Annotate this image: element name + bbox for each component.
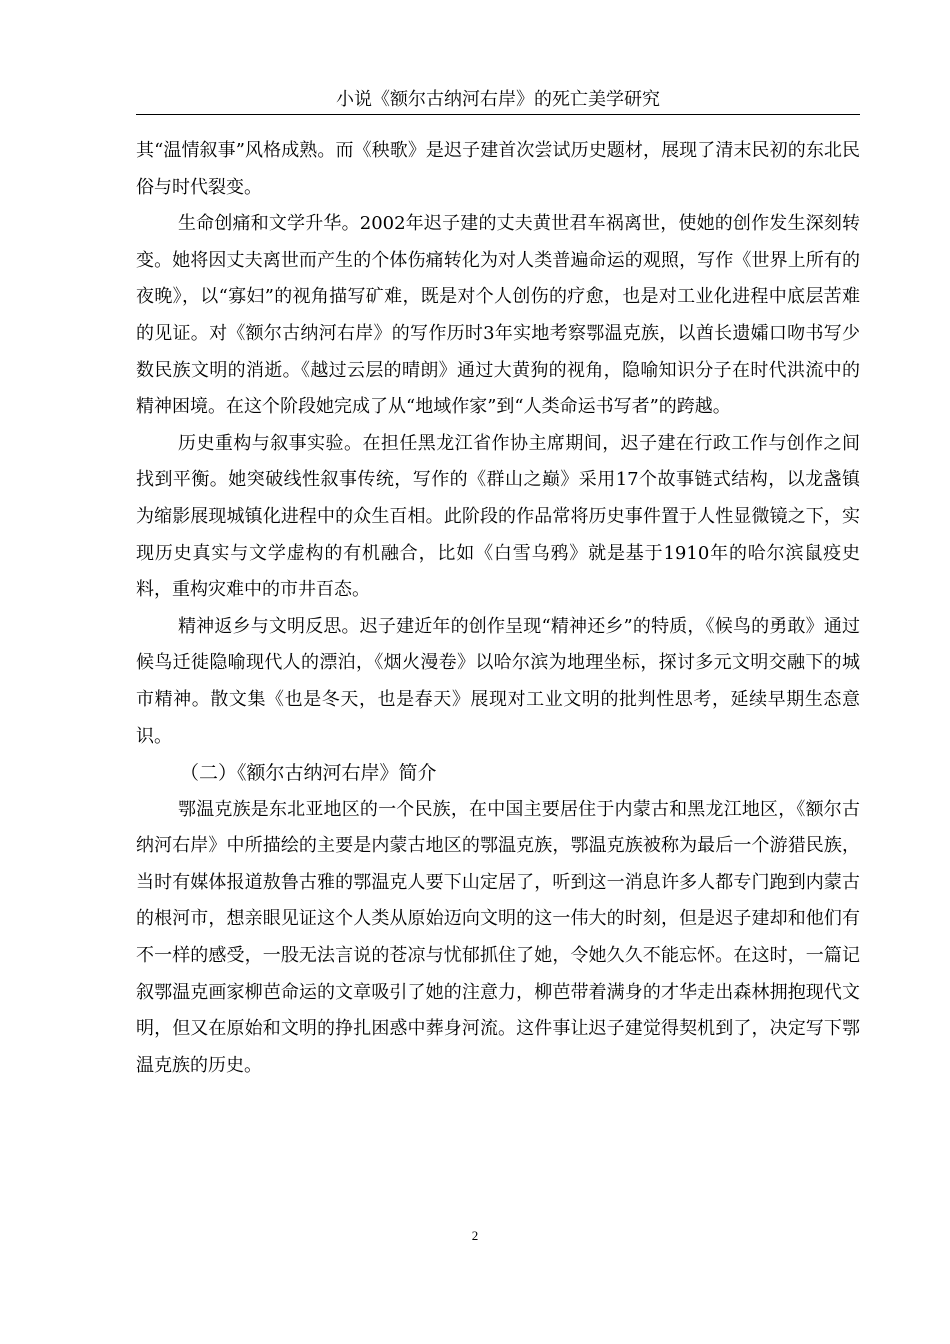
section-heading: （二）《额尔古纳河右岸》简介: [180, 762, 437, 785]
page-header: [136, 88, 860, 115]
paragraph-spiritual-return: 精神返乡与文明反思。迟子建近年的创作呈现“精神还乡”的特质，《候鸟的勇敢》通过候鸟迁徙隐喻现代人的漂泊，《烟火漫卷》以哈尔滨为地理坐标，探讨多元文明交融下的城市精神。散文集《也是冬天，也是春天》展现对工业文明的批判性思考，延续早期生态意识。: [136, 615, 860, 747]
document-body: [136, 133, 860, 1084]
paragraph-novel-intro: 鄂温克族是东北亚地区的一个民族，在中国主要居住于内蒙古和黑龙江地区，《额尔古纳河右岸》中所描绘的主要是内蒙古地区的鄂温克族，鄂温克族被称为最后一个游猎民族，当时有媒体报道敖鲁古雅的鄂温克人要下山定居了，听到这一消息许多人都专门跑到内蒙古的根河市，想亲眼见证这个人类从原始迈向文明的这一伟大的时刻，但是迟子建却和他们有不一样的感受，一股无法言说的苍凉与忧郁抓住了她，令她久久不能忘怀。在这时，一篇记叙鄂温克画家柳芭命运的文章吸引了她的注意力，柳芭带着满身的才华走出森林拥抱现代文明，但又在原始和文明的挣扎困惑中葬身河流。这件事让迟子建觉得契机到了，决定写下鄂温克族的历史。: [136, 798, 860, 1076]
paragraph-history-reconstruction: 历史重构与叙事实验。在担任黑龙江省作协主席期间，迟子建在行政工作与创作之间找到平衡。她突破线性叙事传统，写作的《群山之巅》采用17个故事链式结构，以龙盏镇为缩影展现城镇化进程中的众生百相。此阶段的作品常将历史事件置于人性显微镜之下，实现历史真实与文学虚构的有机融合，比如《白雪乌鸦》就是基于1910年的哈尔滨鼠疫史料，重构灾难中的市井百态。: [136, 432, 860, 601]
page-number: 2: [471, 1228, 479, 1243]
header-title: 小说《额尔古纳河右岸》的死亡美学研究: [336, 89, 660, 110]
paragraph-life-trauma: 生命创痛和文学升华。2002年迟子建的丈夫黄世君车祸离世，使她的创作发生深刻转变。她将因丈夫离世而产生的个体伤痛转化为对人类普遍命运的观照，写作《世界上所有的夜晚》，以“寡妇”的视角描写矿难，既是对个人创伤的疗愈，也是对工业化进程中底层苦难的见证。对《额尔古纳河右岸》的写作历时3年实地考察鄂温克族，以酋长遗孀口吻书写少数民族文明的消逝。《越过云层的晴朗》通过大黄狗的视角，隐喻知识分子在时代洪流中的精神困境。在这个阶段她完成了从“地域作家”到“人类命运书写者”的跨越。: [136, 213, 860, 418]
paragraph-continuation: 其“温情叙事”风格成熟。而《秧歌》是迟子建首次尝试历史题材，展现了清末民初的东北民俗与时代裂变。: [136, 140, 860, 198]
